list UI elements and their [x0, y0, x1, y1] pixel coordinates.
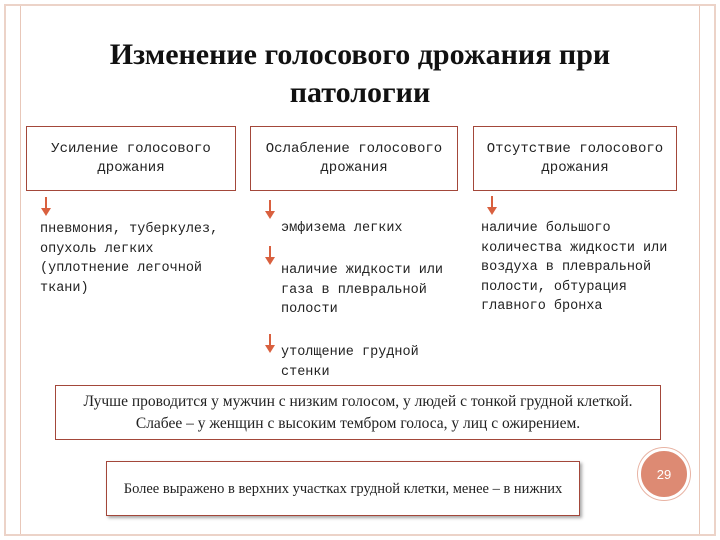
slide-title: Изменение голосового дрожания при патологии [109, 38, 611, 109]
note-box-location [106, 461, 580, 516]
category-box-decrease [250, 126, 458, 191]
category-box-increase [26, 126, 236, 191]
note-text-gender: Лучше проводится у мужчин с низким голосом, у людей с тонкой грудной клеткой. Слабее – у женщин с высоким тембром голоса, у лиц с ожирением. [83, 392, 633, 432]
left-decor-line [20, 6, 21, 534]
page-number: 29 [656, 466, 672, 482]
absence-causes: наличие большого количества жидкости или воздуха в плевральной полости, обтурация главного бронха [481, 221, 668, 314]
note-box-gender [55, 385, 661, 440]
decrease-cause-chest-wall: утолщение грудной стенки [281, 345, 419, 380]
arrow-down-icon [486, 196, 498, 216]
page-number-badge [638, 448, 690, 500]
right-decor-line [699, 6, 700, 534]
decrease-cause-emphysema: эмфизема легких [281, 221, 403, 236]
arrow-down-icon [264, 246, 276, 266]
category-label-absence: Отсутствие голосового дрожания [486, 140, 664, 176]
decrease-cause-fluid: наличие жидкости или газа в плевральной полости [281, 263, 444, 317]
arrow-down-icon [264, 334, 276, 354]
category-box-absence [473, 126, 677, 191]
arrow-down-icon [264, 200, 276, 220]
category-label-decrease: Ослабление голосового дрожания [265, 140, 443, 176]
note-text-location: Более выражено в верхних участках грудной клетки, менее – в нижних [123, 480, 563, 497]
arrow-down-icon [40, 197, 52, 217]
category-label-increase: Усиление голосового дрожания [51, 140, 211, 176]
increase-causes: пневмония, туберкулез, опухоль легких (уплотнение легочной ткани) [40, 222, 219, 296]
